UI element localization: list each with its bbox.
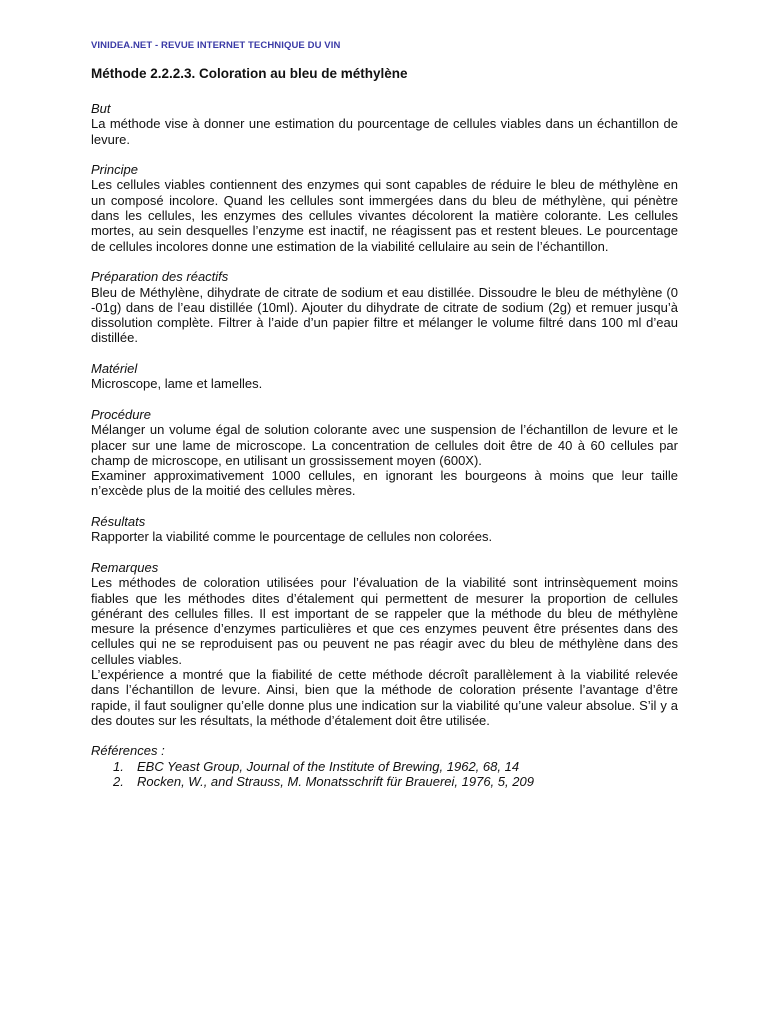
paragraph: Les cellules viables contiennent des enzymes qui sont capables de réduire le bleu de méthylène en un composé incolore. Quand les cellules sont immergées dans du bleu de méthylène, qui pénètre dans les cellules, les enzymes des cellules vivantes décolorent la matière colorante. Les cellules mortes, au sein desquelles l’enzyme est inactif, ne réagissent pas et restent bleues. Le pourcentage de cellules incolores donne une estimation de la viabilité cellulaire au sein de l’échantillon. bbox=[91, 177, 678, 254]
section-but bbox=[91, 101, 678, 147]
site-header: VINIDEA.NET - REVUE INTERNET TECHNIQUE DU VIN bbox=[91, 40, 341, 51]
reference-text: Rocken, W., and Strauss, M. Monatsschrift für Brauerei, 1976, 5, 209 bbox=[137, 774, 534, 790]
reference-list bbox=[91, 759, 678, 790]
section-heading: Principe bbox=[91, 162, 138, 178]
section-heading: Procédure bbox=[91, 406, 151, 422]
section-procedure bbox=[91, 407, 678, 499]
section-heading: Matériel bbox=[91, 361, 138, 377]
section-preparation bbox=[91, 269, 678, 345]
section-resultats bbox=[91, 514, 678, 545]
document-body bbox=[91, 101, 678, 805]
paragraph: Mélanger un volume égal de solution colorante avec une suspension de l’échantillon de levure et le placer sur une lame de microscope. La concentration de cellules doit être de 40 à 60 cellules par champ de microscope, en utilisant un grossissement moyen (600X). bbox=[91, 422, 678, 468]
reference-number: 1. bbox=[113, 758, 124, 774]
paragraph: La méthode vise à donner une estimation du pourcentage de cellules viables dans un échantillon de levure. bbox=[91, 116, 678, 147]
reference-text: EBC Yeast Group, Journal of the Institute of Brewing, 1962, 68, 14 bbox=[137, 758, 520, 774]
paragraph: Examiner approximativement 1000 cellules, en ignorant les bourgeons à moins que leur taille n’excède plus de la moitié des cellules mères. bbox=[91, 468, 678, 499]
paragraph: Les méthodes de coloration utilisées pour l’évaluation de la viabilité sont intrinsèquement moins fiables que les méthodes dites d’étalement qui permettent de mesurer la proportion de cellules générant des cellules filles. Il est important de se rappeler que la méthode du bleu de méthylène mesure la présence d’enzymes particulières et que ces enzymes peuvent être présentes dans des cellules qui ne se reproduisent pas ou peuvent ne pas réagir avec du bleu de méthylène dans des cellules viables. bbox=[91, 575, 678, 667]
paragraph: Bleu de Méthylène, dihydrate de citrate de sodium et eau distillée. Dissoudre le bleu de méthylène (0 -01g) dans de l’eau distillée (10ml). Ajouter du dihydrate de citrate de sodium (2g) et remuer jusqu’à dissolution complète. Filtrer à l’aide d’un papier filtre et mélanger le volume filtré dans 100 ml d’eau distillée. bbox=[91, 284, 678, 346]
section-heading: Références : bbox=[91, 743, 165, 759]
section-principe bbox=[91, 162, 678, 254]
document-title: Méthode 2.2.2.3. Coloration au bleu de méthylène bbox=[91, 66, 408, 81]
reference-number: 2. bbox=[113, 774, 124, 790]
section-heading: But bbox=[91, 101, 111, 116]
list-item bbox=[91, 774, 678, 789]
list-item bbox=[91, 759, 678, 774]
section-materiel bbox=[91, 361, 678, 392]
paragraph: Microscope, lame et lamelles. bbox=[91, 376, 263, 392]
section-heading: Résultats bbox=[91, 514, 146, 530]
paragraph: Rapporter la viabilité comme le pourcentage de cellules non colorées. bbox=[91, 529, 493, 545]
section-references bbox=[91, 743, 678, 789]
section-heading: Préparation des réactifs bbox=[91, 269, 229, 285]
paragraph: L’expérience a montré que la fiabilité de cette méthode décroît parallèlement à la viabilité relevée dans l’échantillon de levure. Ainsi, bien que la méthode de coloration présente l’avantage d’être rapide, il faut souligner qu’elle donne plus une indication sur la viabilité qu’une valeur absolue. S’il y a des doutes sur les résultats, la méthode d’étalement doit être utilisée. bbox=[91, 666, 678, 728]
section-remarques bbox=[91, 560, 678, 728]
section-heading: Remarques bbox=[91, 559, 159, 575]
